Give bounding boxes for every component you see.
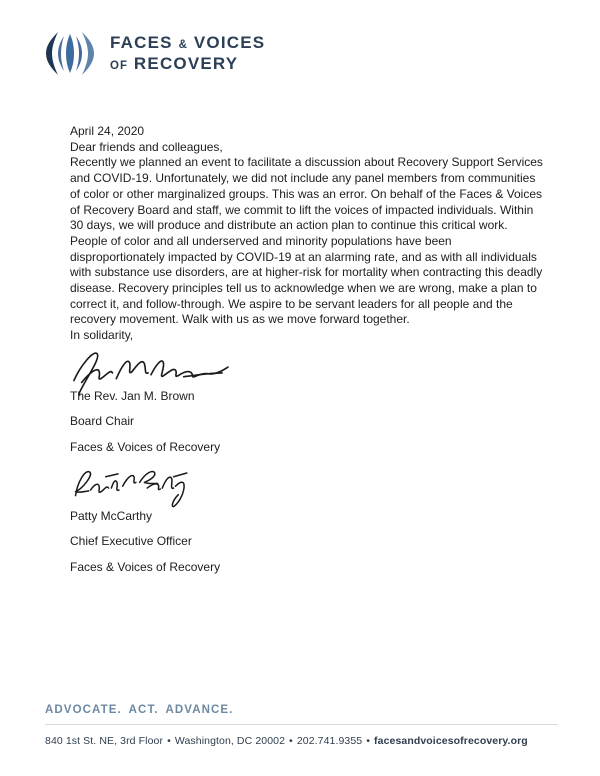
letter-date: April 24, 2020 <box>70 124 145 138</box>
signature-block-patty-mccarthy <box>70 465 544 575</box>
footer-divider <box>45 724 558 725</box>
signer-name: The Rev. Jan M. Brown <box>70 388 195 403</box>
signature-patty-mccarthy-icon <box>68 465 200 513</box>
city-state-zip: Washington, DC 20002 <box>174 735 286 747</box>
tagline: ADVOCATE. ACT. ADVANCE. <box>45 704 234 716</box>
footer-contact-line <box>45 735 558 747</box>
bullet-separator: • <box>167 735 171 747</box>
website-url: facesandvoicesofrecovery.org <box>374 735 528 747</box>
signature-block-jan-brown <box>70 344 544 455</box>
bullet-separator: • <box>366 735 371 747</box>
signer-name: Patty McCarthy <box>70 508 153 523</box>
ampersand: & <box>178 38 188 51</box>
signer-org: Faces & Voices of Recovery <box>70 439 221 454</box>
street-address: 840 1st St. NE, 3rd Floor <box>45 735 164 747</box>
faces-voices-logo-mark-icon <box>41 30 99 77</box>
letter-body-paragraph: Recently we planned an event to facilitate a discussion about Recovery Support Services and COVID-19. Unfortunately, we did not include any panel members from communities of color or other marginalized groups. This was an error. On behalf of the Faces & Voices of Recovery Board and staff, we commit to lift the voices of impacted individuals. Within 30 days, we will produce and distribute an action plan to continue this critical work. People of color and all underserved and minority populations have been disproportionately impacted by COVID-19 at an alarming rate, and as with all individuals with substance use disorders, are at higher-risk for mortality when contracting this deadly disease. Recovery principles tell us to acknowledge when we are wrong, make a plan to correct it, and follow-through. We aspire to be servant leaders for all people and the recovery movement. Walk with us as we move forward together. <box>70 155 543 327</box>
brand-line-1: FACES & VOICES <box>110 32 266 52</box>
signer-org: Faces & Voices of Recovery <box>70 559 221 574</box>
bullet-separator: • <box>289 735 293 747</box>
brand-wordmark <box>110 34 265 73</box>
closing: In solidarity, <box>70 328 134 343</box>
salutation: Dear friends and colleagues, <box>70 139 223 154</box>
page-footer <box>45 704 558 747</box>
letterhead <box>41 30 265 77</box>
letter-content <box>70 124 544 584</box>
brand-line-2: OF RECOVERY <box>110 53 239 73</box>
phone-number: 202.741.9355 <box>296 735 363 747</box>
signer-title: Board Chair <box>70 414 135 429</box>
signer-title: Chief Executive Officer <box>70 534 192 549</box>
